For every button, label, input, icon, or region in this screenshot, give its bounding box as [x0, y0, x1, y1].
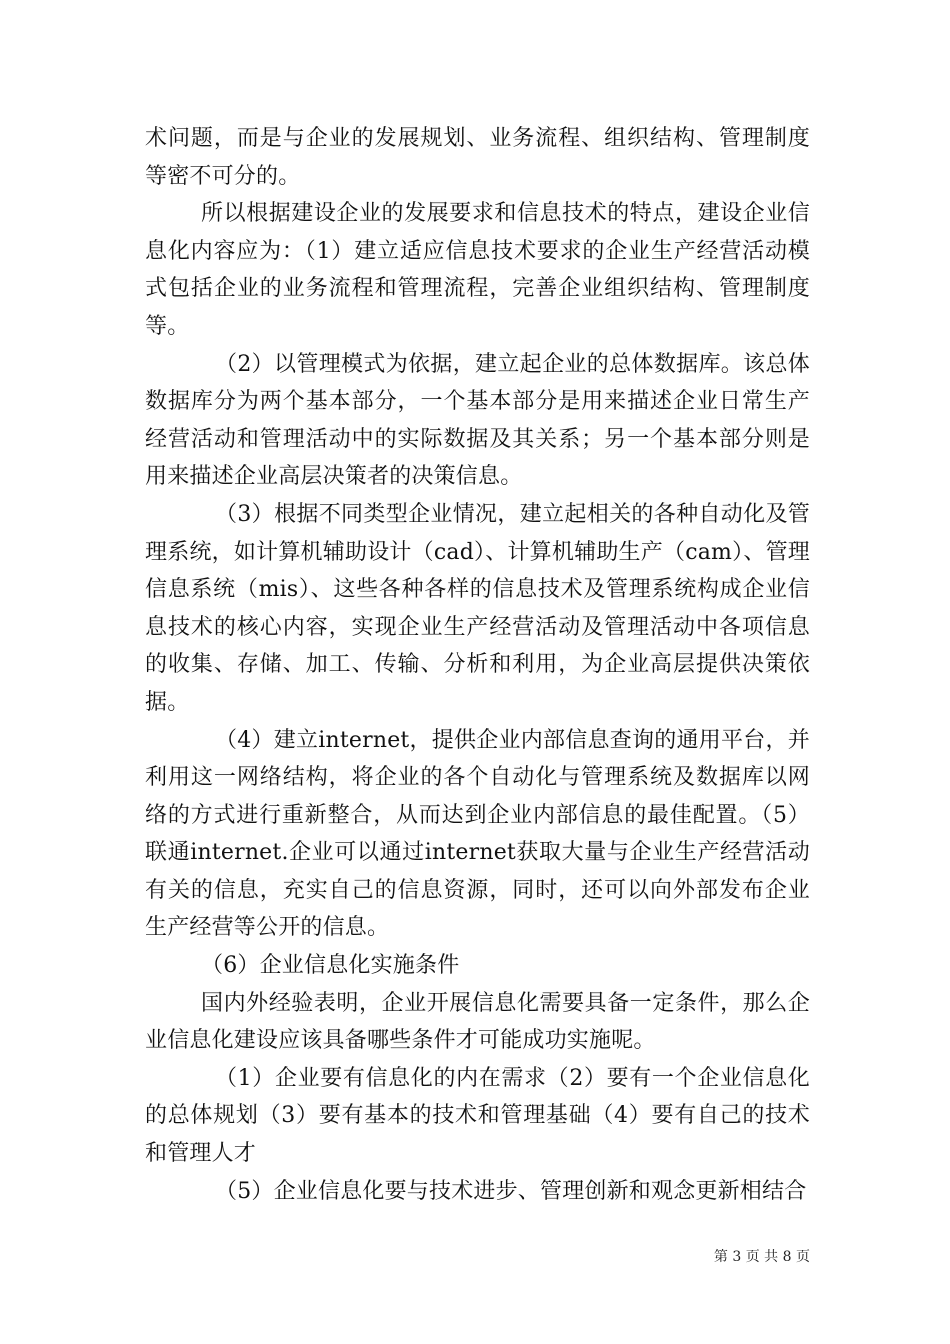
paragraph-item-4-5-internet: （4）建立internet，提供企业内部信息查询的通用平台，并利用这一网络结构，将企业的各个自动化与管理系统及数据库以网络的方式进行重新整合，从而达到企业内部信息的最佳配置。（5）联通internet.企业可以通过internet获取大量与企业生产经营活动有关的信息，充实自己的信息资源，同时，还可以向外部发布企业生产经营等公开的信息。 [145, 727, 810, 941]
paragraph-item-2-database: （2）以管理模式为依据，建立起企业的总体数据库。该总体数据库分为两个基本部分，一个基本部分是用来描述企业日常生产经营活动和管理活动中的实际数据及其关系；另一个基本部分则是用来描述企业高层决策者的决策信息。 [145, 351, 810, 490]
paragraph-conditions-1-4: （1）企业要有信息化的内在需求（2）要有一个企业信息化的总体规划（3）要有基本的技术和管理基础（4）要有自己的技术和管理人才 [145, 1065, 810, 1167]
paragraph-item-3-systems: （3）根据不同类型企业情况，建立起相关的各种自动化及管理系统，如计算机辅助设计（cad）、计算机辅助生产（cam）、管理信息系统（mis）、这些各种各样的信息技术及管理系统构成企业信息技术的核心内容，实现企业生产经营活动及管理活动中各项信息的收集、存储、加工、传输、分析和利用，为企业高层提供决策依据。 [145, 501, 810, 715]
paragraph-condition-5: （5）企业信息化要与技术进步、管理创新和观念更新相结合 [215, 1178, 807, 1204]
document-body [145, 120, 810, 1210]
paragraph-continuation: 术问题，而是与企业的发展规划、业务流程、组织结构、管理制度等密不可分的。 [145, 126, 810, 189]
paragraph-conditions-intro: 国内外经验表明，企业开展信息化需要具备一定条件，那么企业信息化建设应该具备哪些条件才可能成功实施呢。 [145, 990, 810, 1054]
paragraph-content-overview: 所以根据建设企业的发展要求和信息技术的特点，建设企业信息化内容应为：（1）建立适应信息技术要求的企业生产经营活动模式包括企业的业务流程和管理流程，完善企业组织结构、管理制度等。 [145, 201, 810, 339]
page-number: 第 3 页 共 8 页 [713, 1249, 810, 1265]
paragraph-item-6-heading: （6）企业信息化实施条件 [201, 953, 460, 979]
